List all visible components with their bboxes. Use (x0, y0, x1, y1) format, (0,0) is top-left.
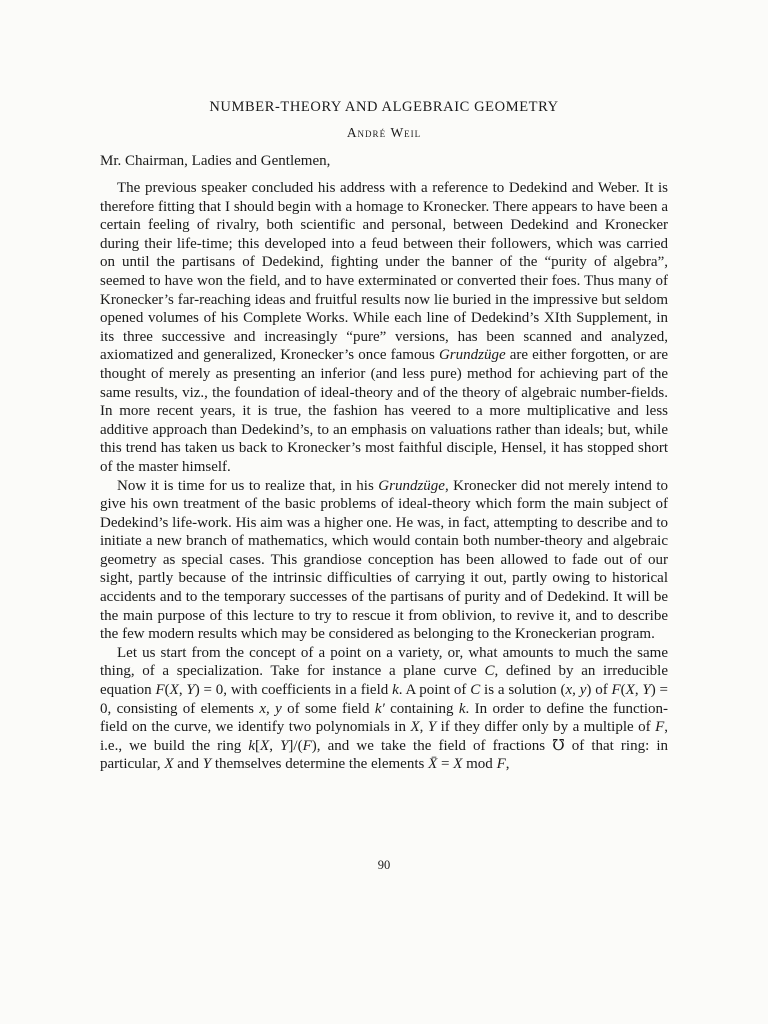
text-run: Let us start from the concept of a point on a variety, or, what amounts to much the same thing, of a specialization. Take for instance a plane curve (100, 644, 668, 680)
paragraph (100, 477, 668, 644)
text-run: of some field (281, 700, 375, 717)
italic-run: F (496, 756, 506, 773)
italic-run: x (259, 700, 266, 717)
author-first-name: André (346, 125, 387, 140)
text-run: themselves determine the elements (211, 756, 429, 773)
text-run: , (419, 719, 428, 736)
italic-run: X (410, 719, 420, 736)
text-run: , (269, 737, 281, 754)
paragraph (100, 179, 668, 477)
text-run: , (178, 682, 187, 699)
italic-run: x (565, 682, 573, 699)
text-run: ) of (586, 682, 612, 699)
paragraph (100, 644, 668, 774)
italic-run: Y (280, 737, 289, 754)
text-run: , (634, 682, 643, 699)
italic-run: k (458, 700, 466, 717)
italic-run: F (611, 682, 621, 699)
text-run: , (265, 700, 276, 717)
text-run: . In order to define the function-field on the curve, we identify two polynomials in (100, 700, 668, 736)
text-run: = (437, 756, 454, 773)
italic-run: F (155, 682, 165, 699)
text-run: is a solution ( (480, 682, 566, 699)
text-run: ) = 0, consisting of elements (100, 682, 669, 717)
text-run: and (173, 756, 203, 773)
text-run: , (572, 682, 580, 699)
italic-run: F (302, 737, 312, 754)
italic-run: X̄ (428, 756, 438, 773)
italic-run: Grundzüge (378, 477, 445, 494)
italic-run: y (579, 682, 587, 699)
text-run: ) = 0, with coefficients in a field (194, 682, 393, 699)
text-run: ( (620, 682, 626, 699)
page-body (100, 98, 668, 774)
italic-run: X (164, 756, 174, 773)
text-run: of that ring: in particular, (100, 737, 669, 773)
italic-run: X (453, 756, 463, 773)
author-byline (100, 124, 668, 142)
salutation: Mr. Chairman, Ladies and Gentlemen, (100, 153, 331, 169)
text-run: [ (255, 737, 261, 754)
page-number: 90 (377, 858, 391, 872)
italic-run: y (275, 700, 282, 717)
italic-run: C (470, 682, 481, 699)
italic-run: k′ (374, 700, 385, 717)
text-run: , i.e., we build the ring (100, 719, 668, 754)
text-run: The previous speaker concluded his address with a reference to Dedekind and Weber. It is therefore fitting that I should begin with a homage to Kronecker. There appears to have been a certain feeling of rivalry, both scientific and personal, between Dedekind and Kronecker during their life-time; this developed into a feud between their followers, which was carried on until the partisans of Dedekind, fighting under the banner of the “purity of algebra”, seemed to have won the field, and to have exterminated or converted their foes. Thus many of Kronecker’s far-reaching ideas and fruitful results now lie buried in the impressive but seldom opened volumes of his Complete Works. While each line of Dedekind’s XIth Supplement, in its three successive and increasingly “pure” versions, has been scanned and analyzed, axiomatized and generalized, Kronecker’s once famous (100, 180, 668, 364)
text-run: containing (384, 700, 459, 717)
text-run: , defined by an irreducible equation (100, 663, 668, 699)
text-run: are either forgotten, or are thought of merely as presenting an inferior (and less pure) method for achieving part of the same results, viz., the foundation of ideal-theory and of the theory of algebraic number-fields. In more recent years, it is true, the fashion has veered to a more multiplicative and less additive approach than Dedekind’s, to an emphasis on valuations rather than ideals; but, while this trend has taken us back to Kronecker’s most faithful disciple, Hensel, it has stopped short of the master himself. (100, 347, 668, 475)
italic-run: Y (202, 756, 212, 773)
text-run: , Kronecker did not merely intend to give his own treatment of the basic problems of ideal-theory which form the main subject of Dedekind’s life-work. His aim was a higher one. He was, in fact, attempting to describe and to initiate a new branch of mathematics, which would contain both number-theory and algebraic geometry as special cases. This grandiose conception has been allowed to fade out of our sight, partly because of the intrinsic difficulties of carrying it out, partly owing to historical accidents and to the temporary successes of the partisans of purity and of Dedekind. It will be the main purpose of this lecture to try to rescue it from oblivion, to revive it, and to describe the few modern results which may be considered as belonging to the Kroneckerian program. (100, 477, 668, 643)
author-last-name: Weil (390, 125, 422, 140)
text-run: . A point of (398, 682, 471, 699)
text-run: Now it is time for us to realize that, in his (117, 477, 379, 494)
text-run: ℧ (552, 737, 565, 754)
italic-run: Y (186, 682, 195, 699)
italic-run: X (260, 737, 270, 754)
text-run: ]/( (288, 737, 303, 754)
italic-run: Y (427, 719, 437, 736)
italic-run: k (392, 682, 399, 699)
article-title: NUMBER-THEORY AND ALGEBRAIC GEOMETRY (209, 99, 559, 115)
italic-run: X (169, 682, 179, 699)
italic-run: Grundzüge (438, 347, 506, 364)
text-run: mod (462, 756, 497, 773)
italic-run: F (655, 719, 665, 736)
text-run: , (505, 756, 510, 773)
italic-run: X (625, 682, 635, 699)
text-run: ), and we take the field of fractions (311, 737, 553, 754)
italic-run: C (484, 663, 495, 680)
italic-run: Y (642, 682, 651, 699)
italic-run: k (248, 737, 256, 754)
text-run: if they differ only by a multiple of (436, 719, 656, 736)
text-run: ( (164, 682, 170, 699)
